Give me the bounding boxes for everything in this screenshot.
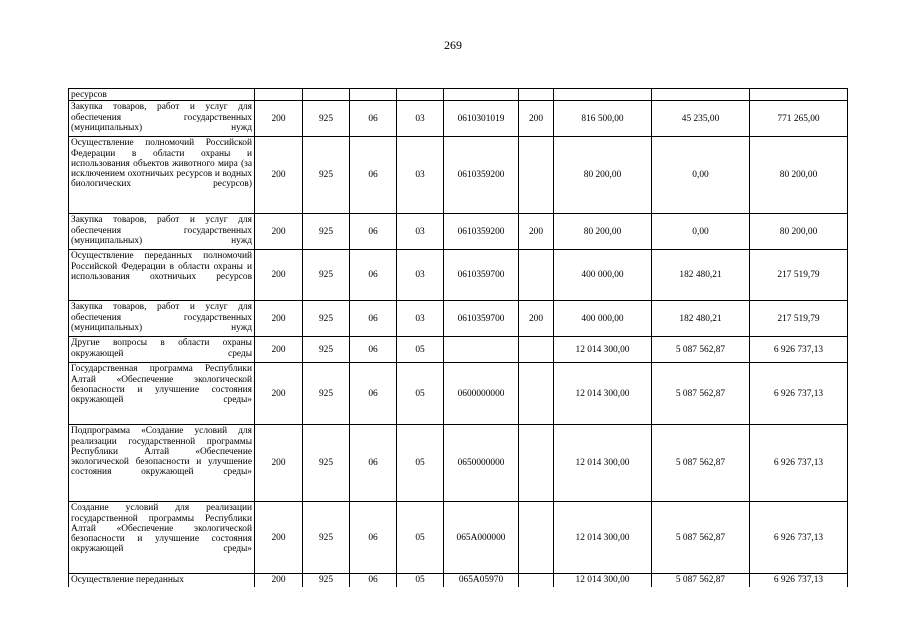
expense-type-code [519, 137, 554, 214]
target-article-code: 0650000000 [444, 425, 519, 502]
chapter-code: 925 [303, 250, 350, 301]
admin-code [255, 89, 303, 101]
expense-type-code: 200 [519, 301, 554, 337]
remaining-amount: 771 265,00 [750, 101, 848, 137]
section-code: 06 [350, 502, 397, 574]
table-row [69, 89, 848, 101]
expense-type-code [519, 89, 554, 101]
subsection-code: 05 [397, 363, 444, 425]
remaining-amount: 6 926 737,13 [750, 337, 848, 363]
budget-table [68, 88, 848, 587]
target-article-code: 0610359200 [444, 214, 519, 250]
expense-type-code [519, 574, 554, 587]
admin-code: 200 [255, 363, 303, 425]
approved-amount: 12 014 300,00 [554, 363, 652, 425]
chapter-code [303, 89, 350, 101]
approved-amount [554, 89, 652, 101]
target-article-code: 0610359700 [444, 301, 519, 337]
subsection-code: 05 [397, 337, 444, 363]
executed-amount: 182 480,21 [652, 250, 750, 301]
table-row [69, 301, 848, 337]
row-name: Осуществление полномочий Российской Федерации в области охраны и использования объектов животного мира (за исключением охотничьих ресурсов и водных биологических ресурсов) [69, 137, 255, 214]
expense-type-code [519, 425, 554, 502]
approved-amount: 80 200,00 [554, 137, 652, 214]
remaining-amount: 217 519,79 [750, 301, 848, 337]
remaining-amount: 6 926 737,13 [750, 574, 848, 587]
approved-amount: 816 500,00 [554, 101, 652, 137]
expense-type-code [519, 337, 554, 363]
subsection-code: 03 [397, 301, 444, 337]
row-name: Подпрограмма «Создание условий для реализации государственной программы Республики Алтай «Обеспечение экологической безопасности и улучшение состояния окружающей среды» [69, 425, 255, 502]
admin-code: 200 [255, 425, 303, 502]
chapter-code: 925 [303, 214, 350, 250]
chapter-code: 925 [303, 363, 350, 425]
row-name: Другие вопросы в области охраны окружающей среды [69, 337, 255, 363]
page-number: 269 [444, 38, 462, 52]
remaining-amount: 6 926 737,13 [750, 425, 848, 502]
chapter-code: 925 [303, 137, 350, 214]
admin-code: 200 [255, 214, 303, 250]
subsection-code: 03 [397, 101, 444, 137]
target-article-code: 0610359200 [444, 137, 519, 214]
table-row [69, 337, 848, 363]
admin-code: 200 [255, 337, 303, 363]
row-name: Государственная программа Республики Алтай «Обеспечение экологической безопасности и улучшение состояния окружающей среды» [69, 363, 255, 425]
section-code: 06 [350, 137, 397, 214]
expense-type-code [519, 250, 554, 301]
target-article-code [444, 337, 519, 363]
remaining-amount: 217 519,79 [750, 250, 848, 301]
section-code: 06 [350, 250, 397, 301]
executed-amount: 5 087 562,87 [652, 363, 750, 425]
remaining-amount: 80 200,00 [750, 137, 848, 214]
executed-amount: 45 235,00 [652, 101, 750, 137]
expense-type-code: 200 [519, 101, 554, 137]
row-name: ресурсов [69, 89, 255, 101]
subsection-code: 03 [397, 137, 444, 214]
admin-code: 200 [255, 502, 303, 574]
row-name: Закупка товаров, работ и услуг для обеспечения государственных (муниципальных) нужд [69, 301, 255, 337]
table-row [69, 101, 848, 137]
row-name: Создание условий для реализации государственной программы Республики Алтай «Обеспечение экологической безопасности и улучшение состояния окружающей среды» [69, 502, 255, 574]
chapter-code: 925 [303, 337, 350, 363]
section-code [350, 89, 397, 101]
admin-code: 200 [255, 301, 303, 337]
subsection-code: 05 [397, 425, 444, 502]
executed-amount: 0,00 [652, 214, 750, 250]
executed-amount: 0,00 [652, 137, 750, 214]
section-code: 06 [350, 363, 397, 425]
subsection-code: 05 [397, 502, 444, 574]
target-article-code: 0600000000 [444, 363, 519, 425]
executed-amount [652, 89, 750, 101]
chapter-code: 925 [303, 574, 350, 587]
chapter-code: 925 [303, 101, 350, 137]
section-code: 06 [350, 301, 397, 337]
approved-amount: 80 200,00 [554, 214, 652, 250]
admin-code: 200 [255, 137, 303, 214]
subsection-code: 03 [397, 214, 444, 250]
approved-amount: 12 014 300,00 [554, 337, 652, 363]
chapter-code: 925 [303, 425, 350, 502]
target-article-code: 065А05970 [444, 574, 519, 587]
chapter-code: 925 [303, 502, 350, 574]
chapter-code: 925 [303, 301, 350, 337]
subsection-code [397, 89, 444, 101]
approved-amount: 12 014 300,00 [554, 502, 652, 574]
section-code: 06 [350, 101, 397, 137]
remaining-amount: 6 926 737,13 [750, 363, 848, 425]
admin-code: 200 [255, 574, 303, 587]
row-name: Осуществление переданных [69, 574, 255, 587]
target-article-code: 0610359700 [444, 250, 519, 301]
section-code: 06 [350, 214, 397, 250]
subsection-code: 03 [397, 250, 444, 301]
executed-amount: 5 087 562,87 [652, 337, 750, 363]
remaining-amount: 80 200,00 [750, 214, 848, 250]
section-code: 06 [350, 425, 397, 502]
target-article-code: 0610301019 [444, 101, 519, 137]
approved-amount: 12 014 300,00 [554, 574, 652, 587]
expense-type-code: 200 [519, 214, 554, 250]
table-row [69, 363, 848, 425]
table-row [69, 425, 848, 502]
table-row [69, 502, 848, 574]
table-row [69, 137, 848, 214]
expense-type-code [519, 502, 554, 574]
remaining-amount: 6 926 737,13 [750, 502, 848, 574]
subsection-code: 05 [397, 574, 444, 587]
row-name: Закупка товаров, работ и услуг для обеспечения государственных (муниципальных) нужд [69, 101, 255, 137]
section-code: 06 [350, 574, 397, 587]
admin-code: 200 [255, 101, 303, 137]
target-article-code [444, 89, 519, 101]
executed-amount: 5 087 562,87 [652, 502, 750, 574]
executed-amount: 5 087 562,87 [652, 425, 750, 502]
table-row [69, 250, 848, 301]
executed-amount: 182 480,21 [652, 301, 750, 337]
remaining-amount [750, 89, 848, 101]
section-code: 06 [350, 337, 397, 363]
executed-amount: 5 087 562,87 [652, 574, 750, 587]
approved-amount: 400 000,00 [554, 250, 652, 301]
row-name: Осуществление переданных полномочий Российской Федерации в области охраны и использования охотничьих ресурсов [69, 250, 255, 301]
row-name: Закупка товаров, работ и услуг для обеспечения государственных (муниципальных) нужд [69, 214, 255, 250]
approved-amount: 400 000,00 [554, 301, 652, 337]
target-article-code: 065А000000 [444, 502, 519, 574]
admin-code: 200 [255, 250, 303, 301]
table-row [69, 574, 848, 587]
table-row [69, 214, 848, 250]
approved-amount: 12 014 300,00 [554, 425, 652, 502]
expense-type-code [519, 363, 554, 425]
